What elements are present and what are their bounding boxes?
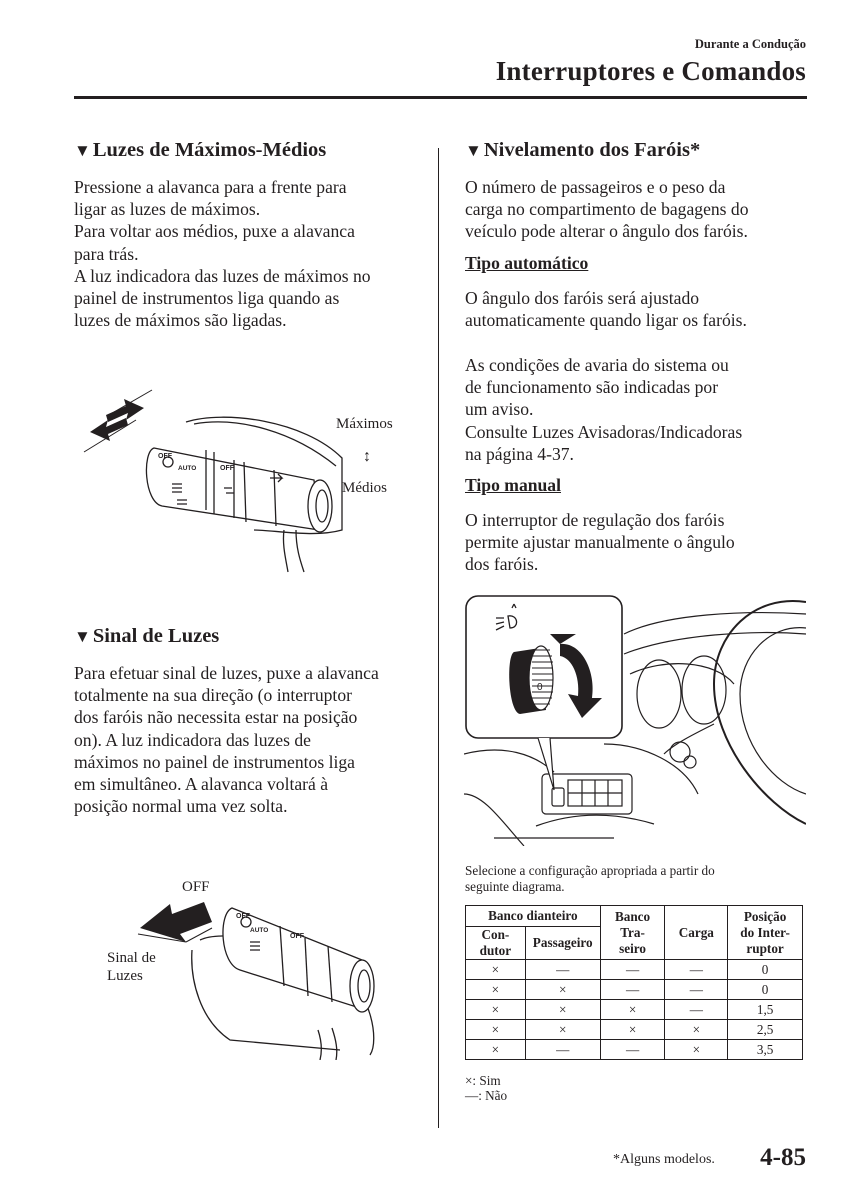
text-line: totalmente na sua direção (o interruptor — [74, 685, 352, 706]
table-cell: × — [466, 1020, 526, 1040]
header-text: Con- — [481, 927, 510, 942]
table-cell: — — [525, 1040, 600, 1060]
legend-yes: ×: Sim — [465, 1073, 501, 1088]
high-low-beam-text — [74, 176, 424, 331]
text-line: carga no compartimento de bagagens do — [465, 199, 749, 220]
text-line: na página 4-37. — [465, 443, 574, 464]
switch-label-off-2: OFF — [220, 465, 234, 472]
leveling-switch-figure — [464, 594, 806, 846]
up-down-arrow-icon: ↕ — [363, 448, 371, 465]
text-line: posição normal uma vez solta. — [74, 796, 288, 817]
table-cell: 3,5 — [728, 1040, 803, 1060]
text-line: O número de passageiros e o peso da — [465, 177, 726, 197]
header-text: ruptor — [746, 940, 784, 956]
text-line: de funcionamento são indicadas por — [465, 377, 719, 398]
legend-no: —: Não — [465, 1088, 508, 1103]
table-cell: × — [466, 1040, 526, 1060]
switch-label-off: OFF — [236, 913, 250, 920]
table-cell: — — [600, 1040, 665, 1060]
table-cell: — — [600, 980, 665, 1000]
table-row — [466, 980, 803, 1000]
automatic-type-warning-text — [465, 354, 805, 465]
table-caption — [465, 863, 810, 895]
text-line: luzes de máximos são ligadas. — [74, 310, 287, 331]
text-line: permite ajustar manualmente o ângulo — [465, 532, 735, 553]
page-number: 4-85 — [760, 1144, 806, 1171]
dial-zero-mark: 0 — [537, 682, 543, 693]
table-cell: × — [665, 1040, 728, 1060]
table-cell: — — [525, 960, 600, 980]
text-line: A luz indicadora das luzes de máximos no — [74, 265, 371, 286]
leveling-dial-knob — [509, 646, 553, 714]
automatic-type-text — [465, 287, 805, 331]
text-line: em simultâneo. A alavanca voltará à — [74, 774, 329, 795]
table-cell: 2,5 — [728, 1020, 803, 1040]
header-text: do Inter- — [740, 924, 790, 940]
text-line: dos faróis não necessita estar na posição — [74, 707, 358, 728]
header-text: Tra- — [620, 924, 645, 940]
header-rule — [74, 96, 807, 99]
table-row — [466, 960, 803, 980]
heading-text: Nivelamento dos Faróis* — [483, 139, 701, 161]
chapter-title: Interruptores e Comandos — [495, 56, 806, 86]
header-text: dutor — [479, 943, 512, 958]
table-cell: 0 — [728, 960, 803, 980]
table-cell: — — [665, 980, 728, 1000]
heading-text: Sinal de Luzes — [92, 625, 220, 647]
caption-line: seguinte diagrama. — [465, 879, 565, 894]
triangle-bullet-icon: ▼ — [465, 141, 482, 160]
table-cell: — — [665, 960, 728, 980]
text-line: veículo pode alterar o ângulo dos faróis. — [465, 221, 748, 242]
label-off: OFF — [182, 879, 210, 895]
text-line: As condições de avaria do sistema ou — [465, 355, 729, 375]
label-flash-line2: Luzes — [107, 968, 143, 984]
text-line: O interruptor de regulação dos faróis — [465, 510, 725, 530]
table-cell: × — [525, 1020, 600, 1040]
table-row — [466, 1040, 803, 1060]
switch-label-off: OFF — [158, 453, 172, 460]
label-high-beam: Máximos — [336, 416, 393, 432]
table-cell: × — [600, 1000, 665, 1020]
header-switch-position — [728, 906, 803, 960]
table-cell: — — [665, 1000, 728, 1020]
header-rear-seat — [600, 906, 665, 960]
header-text: seiro — [619, 940, 646, 956]
table-row — [466, 1020, 803, 1040]
caption-line: Selecione a configuração apropriada a partir do — [465, 863, 715, 878]
table-cell: — — [600, 960, 665, 980]
manual-type-text — [465, 509, 805, 576]
text-line: ligar as luzes de máximos. — [74, 199, 261, 220]
header-driver — [466, 927, 526, 960]
table-cell: × — [665, 1020, 728, 1040]
pull-arrow-icon — [138, 902, 212, 942]
switch-label-off-2: OFF — [290, 933, 304, 940]
table-cell: 0 — [728, 980, 803, 1000]
text-line: automaticamente quando ligar os faróis. — [465, 310, 747, 331]
text-line: Para voltar aos médios, puxe a alavanca — [74, 221, 355, 242]
heading-high-low-beam — [74, 139, 326, 162]
header-passenger: Passageiro — [525, 927, 600, 960]
text-line: um aviso. — [465, 399, 534, 420]
table-cell: × — [466, 1000, 526, 1020]
header-text: Banco — [614, 908, 651, 924]
heading-manual-type: Tipo manual — [465, 475, 561, 495]
triangle-bullet-icon: ▼ — [74, 627, 91, 646]
switch-label-auto: AUTO — [250, 927, 269, 934]
table-header-row — [466, 906, 803, 927]
footnote: *Alguns modelos. — [613, 1152, 715, 1167]
table-row — [466, 1000, 803, 1020]
heading-automatic-type: Tipo automático — [465, 253, 589, 273]
header-front-seat: Banco dianteiro — [466, 906, 601, 927]
text-line: Pressione a alavanca para a frente para — [74, 177, 347, 197]
table-cell: 1,5 — [728, 1000, 803, 1020]
table-cell: × — [466, 980, 526, 1000]
table-cell: × — [466, 960, 526, 980]
leveling-intro — [465, 176, 805, 243]
switch-label-auto: AUTO — [178, 465, 197, 472]
lever-flash-figure — [100, 880, 400, 1060]
text-line: O ângulo dos faróis será ajustado — [465, 288, 700, 308]
label-low-beam: Médios — [342, 480, 387, 496]
flash-to-pass-text — [74, 662, 434, 817]
heading-text: Luzes de Máximos-Médios — [92, 139, 327, 161]
text-line: on). A luz indicadora das luzes de — [74, 729, 311, 750]
table-cell: × — [600, 1020, 665, 1040]
heading-flash-to-pass — [74, 625, 219, 648]
table-legend — [465, 1073, 507, 1103]
triangle-bullet-icon: ▼ — [74, 141, 91, 160]
column-divider — [438, 148, 439, 1128]
text-line: Para efetuar sinal de luzes, puxe a alavanca — [74, 663, 379, 683]
text-line: para trás. — [74, 243, 139, 264]
table-cell: × — [525, 980, 600, 1000]
table-cell: × — [525, 1000, 600, 1020]
text-line: dos faróis. — [465, 554, 539, 575]
header-load: Carga — [665, 906, 728, 960]
text-line: painel de instrumentos liga quando as — [74, 288, 340, 309]
heading-headlight-leveling — [465, 139, 700, 162]
label-flash-line1: Sinal de — [107, 950, 156, 966]
section-label: Durante a Condução — [694, 37, 806, 51]
text-line: Consulte Luzes Avisadoras/Indicadoras — [465, 421, 743, 442]
header-text: Posição — [743, 908, 787, 924]
push-pull-arrow-icon — [84, 390, 152, 452]
leveling-table — [465, 905, 803, 1060]
text-line: máximos no painel de instrumentos liga — [74, 751, 355, 772]
